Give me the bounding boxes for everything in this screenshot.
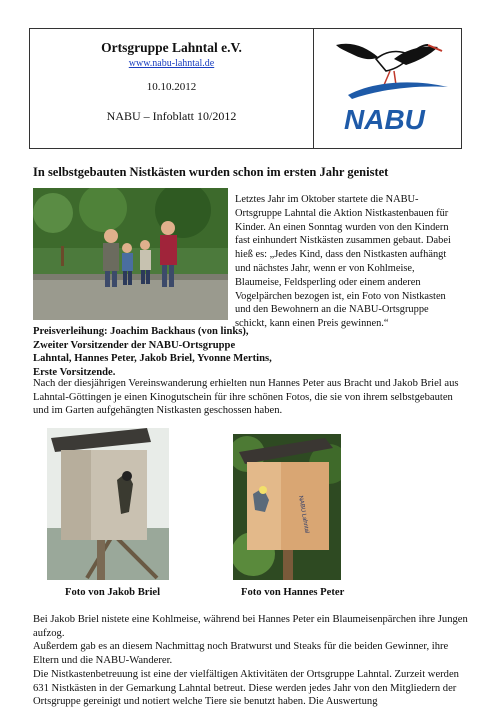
nestbox-photo-peter [233, 434, 341, 580]
closing-line: Außerdem gab es an diesem Nachmittag noch Bratwurst und Steaks für die beiden Gewinner, ihre Eltern und die NABU-Wanderer. [33, 641, 449, 667]
stork-icon [314, 29, 461, 148]
nabu-logo [314, 29, 461, 148]
closing-paragraph [33, 613, 468, 709]
website-link[interactable]: www.nabu-lahntal.de [128, 58, 215, 69]
svg-text:NABU: NABU [344, 104, 425, 135]
org-name: Ortsgruppe Lahntal e.V. [101, 40, 242, 55]
photo-caption-briel: Foto von Jakob Briel [65, 587, 161, 598]
header-box [29, 28, 462, 149]
intro-paragraph: Letztes Jahr im Oktober startete die NABU-Ortsgruppe Lahntal die Aktion Nistkastenbauen für Kinder. An einen Sonntag wurden von den Kindern fast einhundert Nistkästen zusammen gebaut. Dabei hieß es: „Jedes Kind, dass den Nistkasten aufhängt und nächstes Jahr, wenn er von Kohlmeise, Blaumeise, Feldsperling oder einem anderen Vogelpärchen bezogen ist, ein Foto von Nistkasten und den Bewohnern an die NABU-Ortsgruppe schickt, kann einen Preis gewinnen.“ [235, 194, 451, 330]
award-photo [33, 188, 228, 320]
photo-caption-peter: Foto von Hannes Peter [241, 587, 345, 598]
header-info [30, 29, 314, 148]
svg-text:NABU Lahntal: NABU Lahntal [297, 495, 310, 534]
body-paragraph: Nach der diesjährigen Vereinswanderung erhielten nun Hannes Peter aus Bracht und Jakob Briel aus Lahntal-Göttingen je einen Kinogutschein für ihre schönen Fotos, die sie von ihrem selbstgebauten und im Garten aufgehängten Nistkasten geschossen haben. [33, 378, 459, 417]
issue-date: 10.10.2012 [146, 81, 197, 93]
photo-caption: Preisverleihung: Joachim Backhaus (von links), Zweiter Vorsitzender der NABU-Ortsgruppe Lahntal, Hannes Peter, Jakob Briel, Yvonne Mertins, Erste Vorsitzende. [33, 326, 272, 379]
newsletter-title: NABU – Infoblatt 10/2012 [106, 109, 237, 123]
closing-line: Bei Jakob Briel nistete eine Kohlmeise, während bei Hannes Peter ein Blaumeisenpärchen ihre Jungen aufzog. [33, 614, 468, 639]
nestbox-photo-briel [47, 428, 169, 580]
closing-line: Die Nistkastenbetreuung ist eine der vielfältigen Aktivitäten der Ortsgruppe Lahntal. Zurzeit werden 631 Nistkästen in der Gemarkung Lahntal betreut. Diese werden jedes Jahr von den Mitgliedern der Ortsgruppe gereinigt und notiert welche Tiere sie benutzt haben. Die Auswertung [33, 668, 459, 708]
article-title: In selbstgebauten Nistkästen wurden schon im ersten Jahr genistet [33, 165, 389, 179]
